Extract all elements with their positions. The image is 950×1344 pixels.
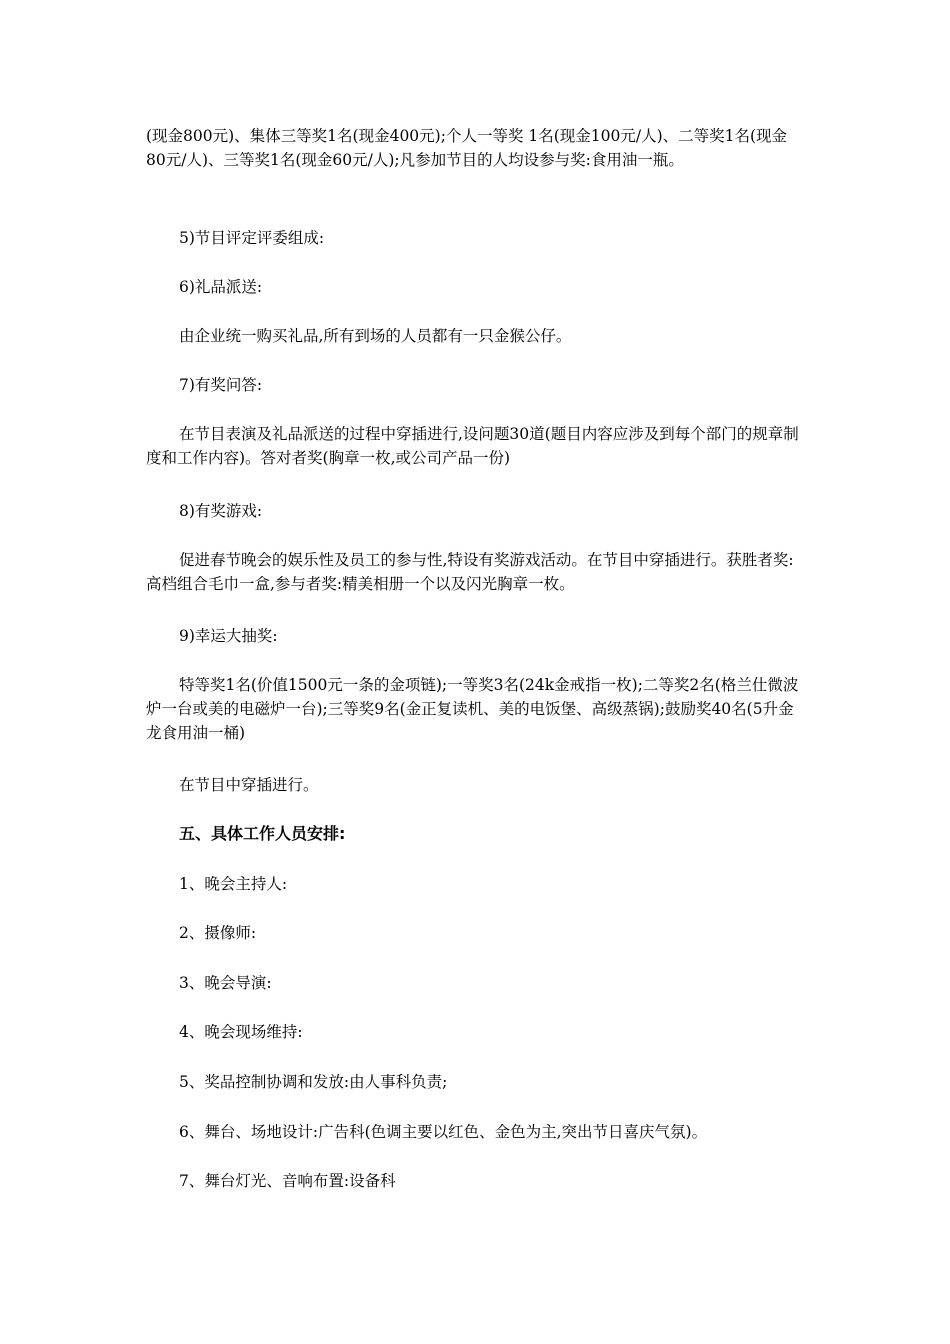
staff-item-7: 7、舞台灯光、音响布置:设备科: [179, 1172, 396, 1190]
item6-title: 6)礼品派送:: [179, 278, 263, 296]
item8-body: 促进春节晚会的娱乐性及员工的参与性,特设有奖游戏活动。在节目中穿插进行。获胜者奖:高档组合毛巾一盒,参与者奖:精美相册一个以及闪光胸章一枚。: [146, 551, 794, 593]
staff-item-6: 6、舞台、场地设计:广告科(色调主要以红色、金色为主,突出节日喜庆气氛)。: [179, 1123, 708, 1141]
prize-continuation-paragraph: (现金800元)、集体三等奖1名(现金400元);个人一等奖 1名(现金100元/人)、二等奖1名(现金80元/人)、三等奖1名(现金60元/人);凡参加节目的人均设参与奖:食用油一瓶。: [146, 127, 788, 169]
staff-item-2: 2、摄像师:: [179, 924, 257, 942]
staff-item-3: 3、晚会导演:: [179, 974, 272, 992]
staff-item-1: 1、晚会主持人:: [179, 875, 288, 893]
item5-title: 5)节目评定评委组成:: [179, 229, 325, 247]
item8-title: 8)有奖游戏:: [179, 502, 263, 520]
section5-heading: 五、具体工作人员安排:: [179, 824, 346, 843]
item6-body: 由企业统一购买礼品,所有到场的人员都有一只金猴公仔。: [179, 327, 572, 345]
item7-title: 7)有奖问答:: [179, 376, 263, 394]
staff-item-4: 4、晚会现场维持:: [179, 1023, 303, 1041]
item7-body: 在节目表演及礼品派送的过程中穿插进行,设问题30道(题目内容应涉及到每个部门的规章制度和工作内容)。答对者奖(胸章一枚,或公司产品一份): [146, 425, 799, 467]
item9-title: 9)幸运大抽奖:: [179, 627, 278, 645]
staff-item-5: 5、奖品控制协调和发放:由人事科负责;: [179, 1073, 448, 1091]
item9-note: 在节目中穿插进行。: [179, 776, 319, 794]
item9-body: 特等奖1名(价值1500元一条的金项链);一等奖3名(24k金戒指一枚);二等奖2名(格兰仕微波炉一台或美的电磁炉一台);三等奖9名(金正复读机、美的电饭堡、高级蒸锅);鼓励奖40名(5升金龙食用油一桶): [146, 676, 799, 742]
